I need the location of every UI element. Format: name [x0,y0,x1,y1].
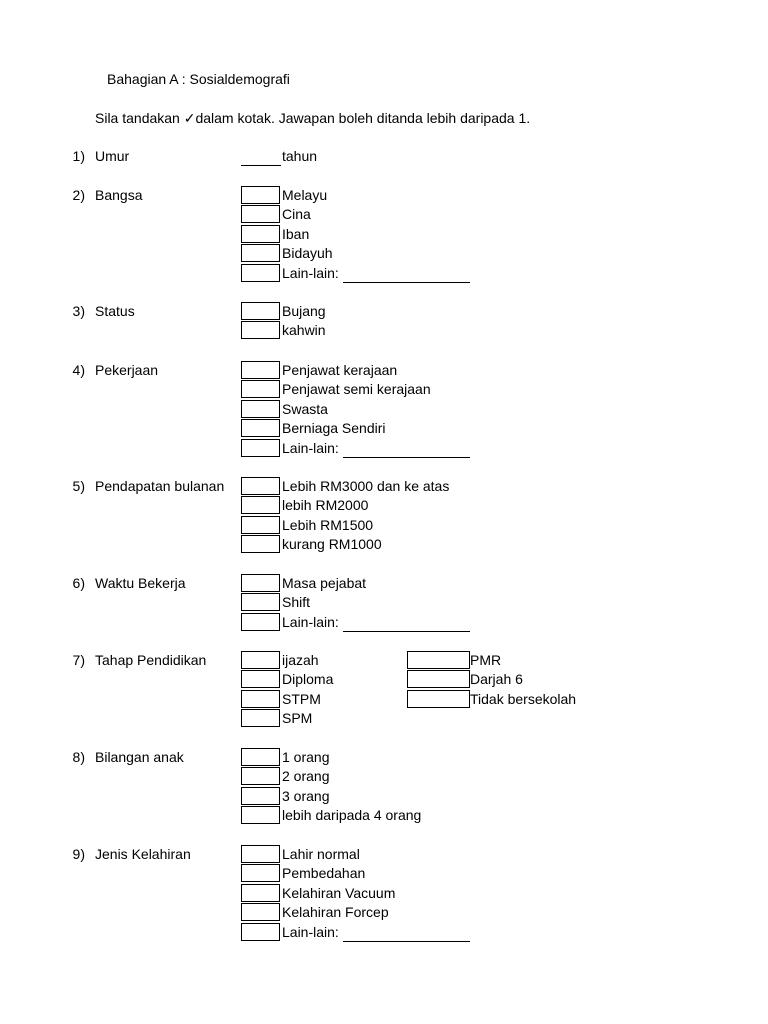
checkbox[interactable] [241,613,280,631]
checkbox[interactable] [241,787,280,805]
checkbox[interactable] [241,516,280,534]
option-label: 2 orang [282,768,330,785]
checkbox[interactable] [241,225,280,243]
option-label: PMR [470,652,502,668]
option-label: Lebih RM1500 [282,516,374,533]
option-label: Kelahiran Forcep [282,904,389,921]
checkbox[interactable] [241,651,280,669]
checkbox[interactable] [241,302,280,320]
question-number: 2) [72,187,85,203]
option-label: Lebih RM3000 dan ke atas [282,478,450,494]
checkbox[interactable] [241,748,280,766]
question-label: Tahap Pendidikan [95,652,207,668]
option-label: Melayu [282,187,328,203]
option-label: 1 orang [282,749,330,765]
question-label: Pekerjaan [95,362,159,378]
question-number: 3) [72,303,85,319]
option-label: Shift [282,594,311,611]
option-label: Bujang [282,303,326,319]
checkbox[interactable] [241,593,280,611]
checkbox[interactable] [241,767,280,785]
option-label: Lain-lain: [282,923,339,940]
checkbox[interactable] [241,535,280,553]
option-label: Lain-lain: [282,439,339,456]
other-input-line[interactable] [343,631,470,632]
option-label: Pembedahan [282,865,366,882]
option-label: Lahir normal [282,846,360,862]
checkbox[interactable] [241,845,280,863]
checkbox[interactable] [241,709,280,727]
checkbox[interactable] [241,400,280,418]
other-input-line[interactable] [343,457,470,458]
checkbox[interactable] [407,690,470,708]
option-label: Penjawat semi kerajaan [282,381,431,398]
option-label: Tidak bersekolah [470,690,577,707]
question-label: Waktu Bekerja [95,575,186,591]
option-label: SPM [282,710,313,727]
question-number: 6) [72,575,85,591]
checkbox[interactable] [241,477,280,495]
question-label: Bangsa [95,187,143,203]
age-suffix: tahun [282,148,318,164]
checkbox[interactable] [241,690,280,708]
checkbox[interactable] [241,864,280,882]
checkbox[interactable] [241,806,280,824]
checkbox[interactable] [241,321,280,339]
checkbox[interactable] [241,884,280,902]
checkbox[interactable] [241,903,280,921]
option-label: 3 orang [282,787,330,804]
question-number: 7) [72,652,85,668]
checkbox[interactable] [241,419,280,437]
option-label: STPM [282,690,321,707]
question-number: 4) [72,362,85,378]
question-number: 9) [72,846,85,862]
checkbox[interactable] [241,361,280,379]
question-label: Pendapatan bulanan [95,478,225,494]
option-label: lebih RM2000 [282,497,369,514]
checkbox[interactable] [241,186,280,204]
other-input-line[interactable] [343,282,470,283]
checkbox[interactable] [241,380,280,398]
option-label: Diploma [282,671,334,688]
instruction-text: Sila tandakan ✓dalam kotak. Jawapan boleh ditanda lebih daripada 1. [95,110,531,126]
checkbox[interactable] [241,264,280,282]
question-label: Jenis Kelahiran [95,846,191,862]
option-label: Berniaga Sendiri [282,420,386,437]
option-label: lebih daripada 4 orang [282,807,422,824]
question-label: Umur [95,148,130,164]
question-number: 1) [72,148,85,164]
question-number: 5) [72,478,85,494]
question-label: Status [95,303,135,319]
other-input-line[interactable] [343,941,470,942]
option-label: kurang RM1000 [282,536,382,553]
checkbox[interactable] [241,205,280,223]
checkbox[interactable] [241,574,280,592]
option-label: Lain-lain: [282,613,339,630]
option-label: Swasta [282,400,328,417]
option-label: Bidayuh [282,245,333,262]
section-title: Bahagian A : Sosialdemografi [107,71,290,87]
option-label: Cina [282,206,311,223]
option-label: ijazah [282,652,319,668]
question-number: 8) [72,749,85,765]
option-label: Masa pejabat [282,575,367,591]
checkbox[interactable] [241,244,280,262]
option-label: Penjawat kerajaan [282,362,398,378]
checkbox[interactable] [241,923,280,941]
option-label: Kelahiran Vacuum [282,884,396,901]
age-input-line[interactable] [241,165,281,166]
checkbox[interactable] [407,670,470,688]
checkbox[interactable] [407,651,470,669]
option-label: Iban [282,225,310,242]
question-label: Bilangan anak [95,749,184,765]
option-label: Lain-lain: [282,264,339,281]
option-label: kahwin [282,322,326,339]
checkbox[interactable] [241,439,280,457]
checkbox[interactable] [241,496,280,514]
checkbox[interactable] [241,670,280,688]
option-label: Darjah 6 [470,671,523,688]
